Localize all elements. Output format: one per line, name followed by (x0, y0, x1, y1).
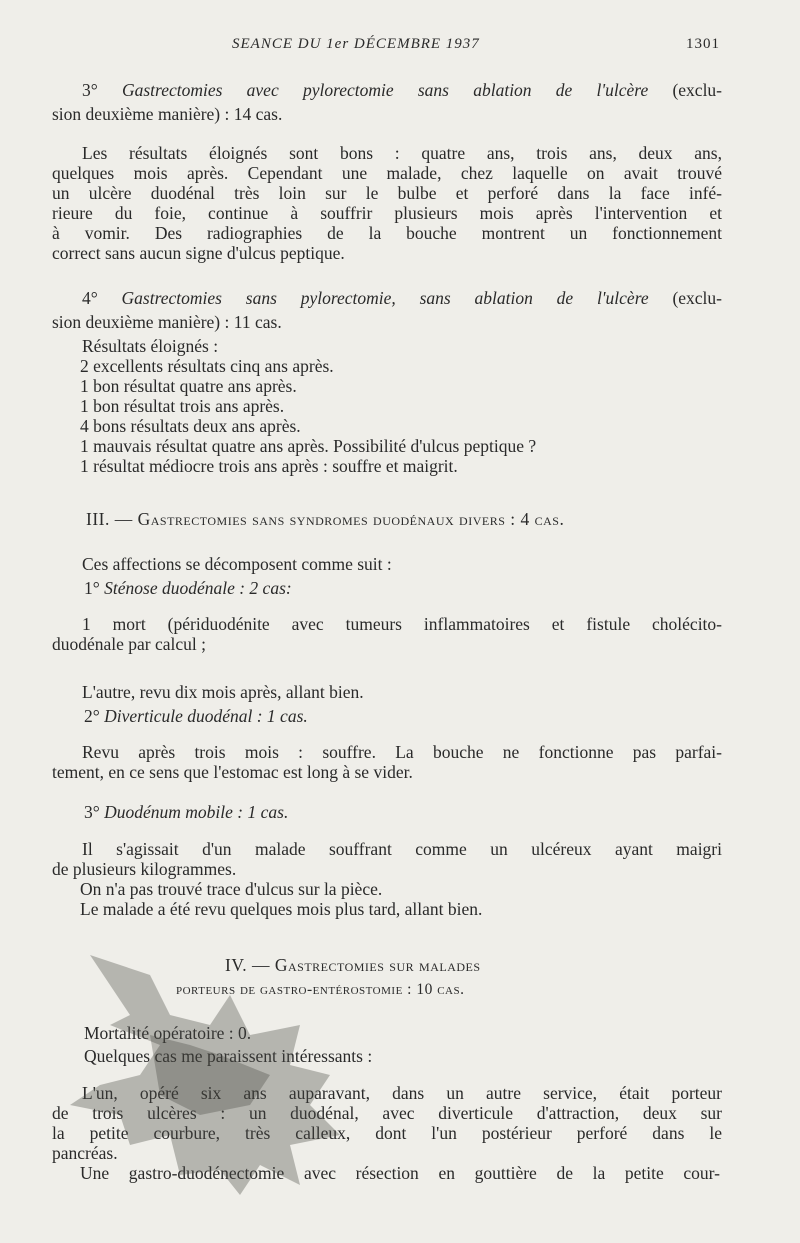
paragraph-line: Mortalité opératoire : 0. (84, 1023, 252, 1043)
results-line: 1 bon résultat trois ans après. (80, 396, 285, 416)
paragraph-line: la petite courbure, très calleux, dont l'un postérieur perforé dans le (52, 1123, 722, 1143)
section-III-heading: III. — Gastrectomies sans syndromes duodénaux divers : 4 cas. (86, 509, 565, 529)
page-header (80, 36, 720, 56)
results-line: 4 bons résultats deux ans après. (80, 416, 301, 436)
paragraph-line: Quelques cas me paraissent intéressants : (84, 1046, 373, 1066)
results-line: Résultats éloignés : (82, 336, 219, 356)
results-line: 2 excellents résultats cinq ans après. (80, 356, 334, 376)
paragraph-line: pancréas. (52, 1143, 118, 1163)
paragraph-line: Une gastro-duodénectomie avec résection en gouttière de la petite cour- (80, 1163, 720, 1183)
paragraph-line: correct sans aucun signe d'ulcus peptique. (52, 243, 345, 263)
subheading-3: 3° Duodénum mobile : 1 cas. (84, 802, 289, 822)
paragraph-line: à vomir. Des radiographies de la bouche montrent un fonctionnement (52, 223, 722, 243)
paragraph-line: L'autre, revu dix mois après, allant bien. (82, 682, 364, 702)
results-line: 1 mauvais résultat quatre ans après. Possibilité d'ulcus peptique ? (80, 436, 537, 456)
paragraph-line: Il s'agissait d'un malade souffrant comme un ulcéreux ayant maigri (82, 839, 722, 859)
paragraph-line: On n'a pas trouvé trace d'ulcus sur la pièce. (80, 879, 383, 899)
section-IV-heading-cont: porteurs de gastro-entérostomie : 10 cas. (176, 981, 465, 998)
paragraph-line: de plusieurs kilogrammes. (52, 859, 237, 879)
section-4-heading-cont: sion deuxième manière) : 11 cas. (52, 312, 282, 332)
paragraph-line: un ulcère duodénal très loin sur le bulbe et perforé dans la face infé- (52, 183, 722, 203)
paragraph-line: 1 mort (périduodénite avec tumeurs inflammatoires et fistule cholécito- (82, 614, 722, 634)
paragraph-line: Le malade a été revu quelques mois plus tard, allant bien. (80, 899, 483, 919)
running-title: SEANCE DU 1er DÉCEMBRE 1937 (232, 36, 480, 52)
section-3-heading-cont: sion deuxième manière) : 14 cas. (52, 104, 283, 124)
paragraph-line: Les résultats éloignés sont bons : quatre ans, trois ans, deux ans, (82, 143, 722, 163)
intro-line: Ces affections se décomposent comme suit : (82, 554, 392, 574)
results-line: 1 résultat médiocre trois ans après : souffre et maigrit. (80, 456, 458, 476)
paragraph-line: quelques mois après. Cependant une malade, chez laquelle on avait trouvé (52, 163, 722, 183)
paragraph-line: Revu après trois mois : souffre. La bouche ne fonctionne pas parfai- (82, 742, 722, 762)
paragraph-line: tement, en ce sens que l'estomac est long à se vider. (52, 762, 413, 782)
section-4-heading: 4° Gastrectomies sans pylorectomie, sans ablation de l'ulcère (exclu- (82, 288, 722, 308)
subheading-2: 2° Diverticule duodénal : 1 cas. (84, 706, 308, 726)
paragraph-line: de trois ulcères : un duodénal, avec diverticule d'attraction, deux sur (52, 1103, 722, 1123)
page-number: 1301 (686, 36, 720, 52)
paragraph-line: rieure du foie, continue à souffrir plusieurs mois après l'intervention et (52, 203, 722, 223)
results-line: 1 bon résultat quatre ans après. (80, 376, 297, 396)
section-IV-heading: IV. — Gastrectomies sur malades (225, 955, 481, 975)
section-3-heading: 3° Gastrectomies avec pylorectomie sans ablation de l'ulcère (exclu- (82, 80, 723, 100)
subheading-1: 1° Sténose duodénale : 2 cas: (84, 578, 292, 598)
paragraph-line: duodénale par calcul ; (52, 634, 207, 654)
paragraph-line: L'un, opéré six ans auparavant, dans un autre service, était porteur (82, 1083, 722, 1103)
